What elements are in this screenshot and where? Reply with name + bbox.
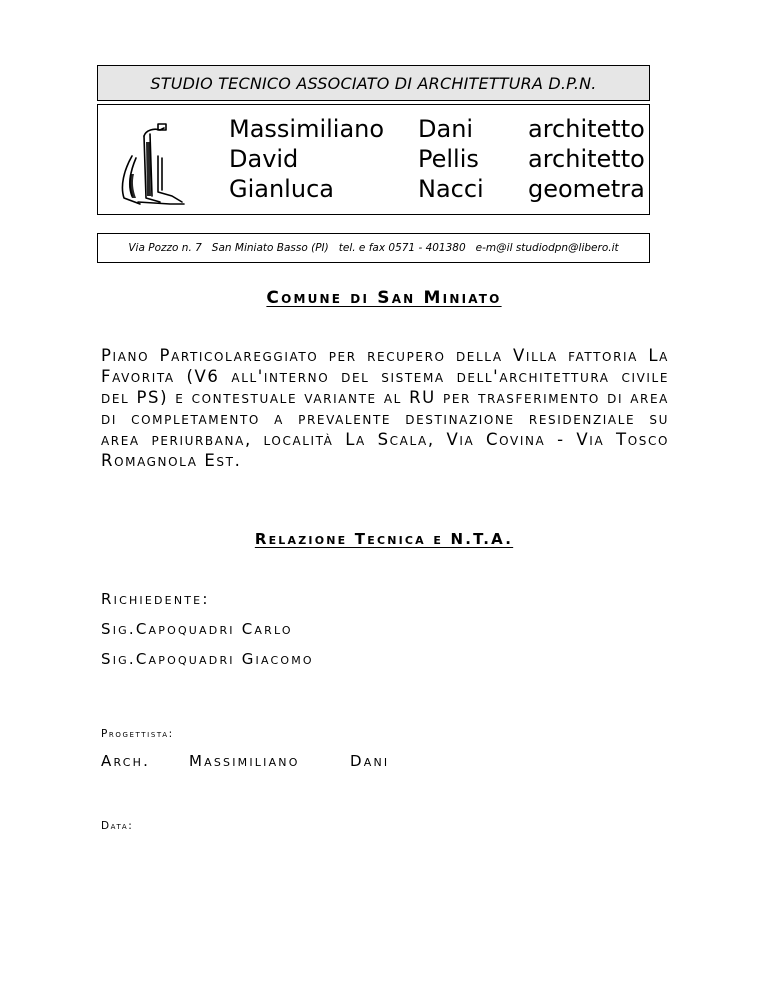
document-title: Relazione Tecnica e N.T.A. [254, 530, 514, 548]
team-first-name: Massimiliano [229, 115, 385, 143]
contact-line: Via Pozzo n. 7 San Miniato Basso (PI) tel. e fax 0571 - 401380 e-m@il studiodpn@libero.it [128, 242, 619, 254]
team-first-name: Gianluca [229, 175, 334, 203]
team-last-name: Nacci [418, 175, 484, 203]
richiedente-name: Sig.Capoquadri Giacomo [101, 650, 314, 668]
team-last-name: Dani [418, 115, 474, 143]
progettista-label: Progettista: [101, 728, 174, 740]
progettista-last-name: Dani [350, 752, 390, 770]
team-last-name: Pellis [418, 145, 479, 173]
studio-name-banner [97, 65, 650, 101]
team-role: geometra [528, 175, 645, 203]
team-role: architetto [528, 145, 645, 173]
progettista-first-name: Massimiliano [189, 752, 300, 770]
richiedente-name: Sig.Capoquadri Carlo [101, 620, 293, 638]
data-label: Data: [101, 820, 134, 832]
team-first-name: David [229, 145, 299, 173]
studio-logo-icon [110, 112, 190, 208]
richiedente-label: Richiedente: [101, 590, 210, 608]
team-role: architetto [528, 115, 645, 143]
comune-heading: Comune di San Miniato [266, 288, 502, 308]
studio-name: STUDIO TECNICO ASSOCIATO DI ARCHITETTURA D.P.N. [150, 73, 597, 93]
contact-banner [97, 233, 650, 263]
progettista-title: Arch. [101, 752, 151, 770]
project-description: Piano Particolareggiato per recupero della Villa fattoria La Favorita (V6 all'interno del sistema dell'architettura civile del PS) e contestuale variante al RU per trasferimento di area di completamento a prevalente destinazione residenziale su area periurbana, località La Scala, Via Covina - Via Tosco Romagnola Est. [101, 346, 670, 470]
